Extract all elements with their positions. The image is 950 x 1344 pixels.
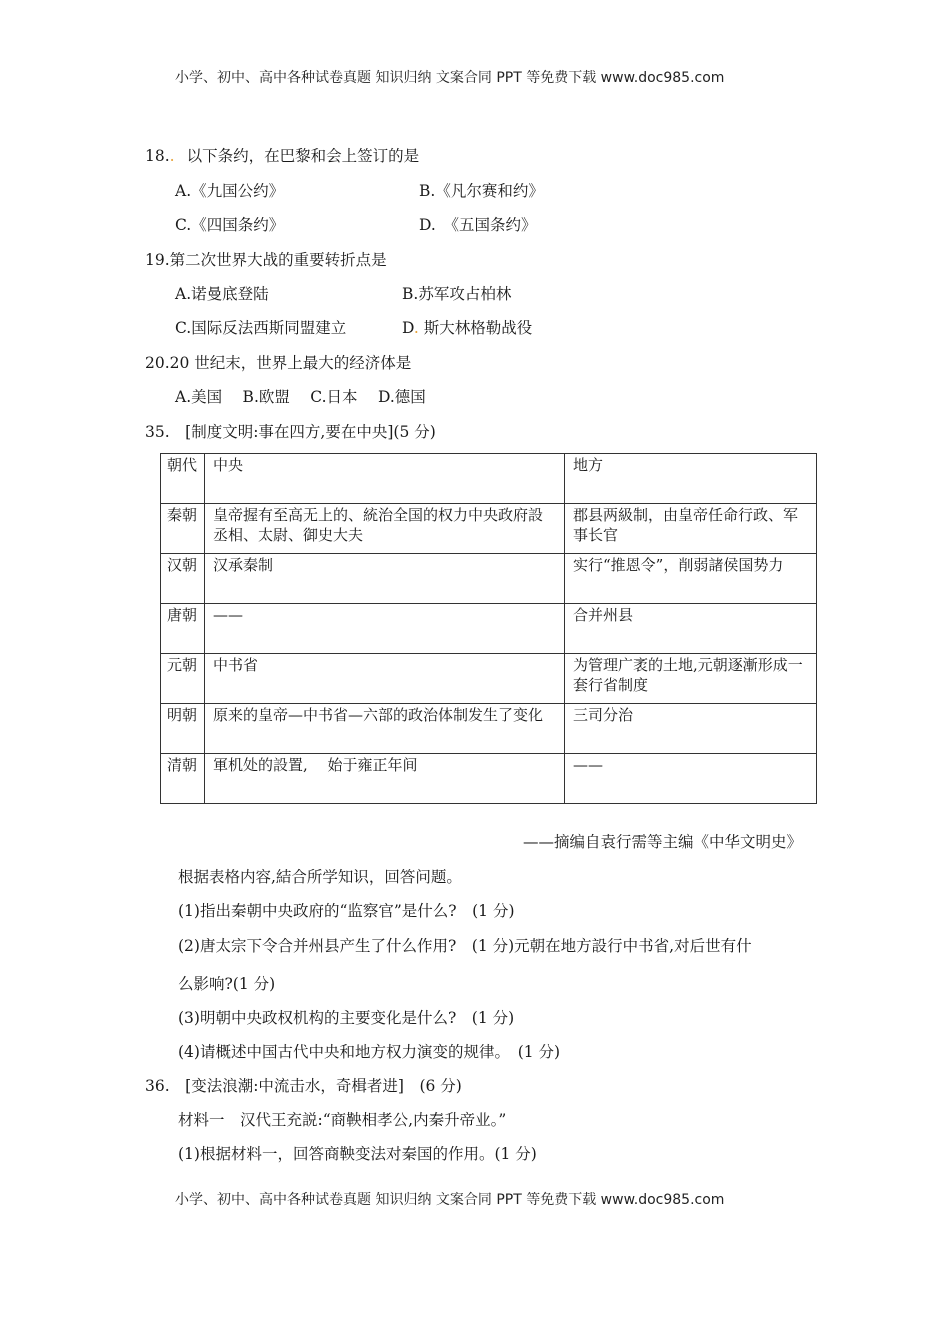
q19-option-a: A.诺曼底登陆 [175,285,269,303]
table-row [161,704,817,754]
dynasty-cell: 秦朝 [161,504,205,554]
table-row [161,604,817,654]
question-19-stem: 19.第二次世界大战的重要转折点是 [145,251,387,269]
q18-option-b: B.《凡尔赛和约》 [419,182,544,200]
institution-table [160,453,817,804]
central-cell: 中书省 [205,654,565,704]
central-cell: 軍机处的設置, 始于雍正年间 [205,754,565,804]
q35-intro: 根据表格内容,結合所学知识，回答问题。 [178,868,462,886]
local-cell: 郡县两級制，由皇帝任命行政、军事长官 [565,504,817,554]
dynasty-cell: 元朝 [161,654,205,704]
local-cell: —— [565,754,817,804]
q35-sub3: (3)明朝中央政权机构的主要变化是什么? (1 分) [178,1009,515,1027]
dynasty-cell: 明朝 [161,704,205,754]
q18-option-c: C.《四国条约》 [175,216,285,234]
q18-option-d: D. 《五国条约》 [419,216,537,234]
question-35-title: 35. [制度文明:事在四方,要在中央](5 分) [145,423,436,441]
q19-option-d [402,319,532,338]
central-cell: —— [205,604,565,654]
table-row [161,504,817,554]
q19-option-d-letter: D [402,319,414,337]
highlight-dot: . [413,319,419,337]
q19-option-c: C.国际反法西斯同盟建立 [175,319,347,337]
table-row [161,754,817,804]
q18-option-a: A.《九国公约》 [175,182,285,200]
local-cell: 实行“推恩令”，削弱諸侯国势力 [565,554,817,604]
central-cell: 皇帝握有至高无上的、統治全国的权力中央政府設丞相、太尉、御史大夫 [205,504,565,554]
q19-option-d-text: 斯大林格勒战役 [418,319,533,337]
q35-sub4: (4)请概述中国古代中央和地方权力演变的规律。 (1 分) [178,1043,561,1061]
question-number: 18. [145,147,170,165]
header-dynasty: 朝代 [161,454,205,504]
page-header: 小学、初中、高中各种试卷真题 知识归纳 文案合同 PPT 等免费下载 www.doc985.com [175,70,725,86]
dynasty-cell: 汉朝 [161,554,205,604]
question-20-stem: 20.20 世纪末，世界上最大的经济体是 [145,354,412,372]
page-footer: 小学、初中、高中各种试卷真题 知识归纳 文案合同 PPT 等免费下载 www.doc985.com [175,1192,725,1208]
q35-sub2-line1: (2)唐太宗下令合并州县产生了什么作用? (1 分)元朝在地方設行中书省,对后世有什 [178,937,752,955]
q19-option-b: B.苏军攻占柏林 [402,285,512,303]
question-text: 以下条约，在巴黎和会上签订的是 [186,147,420,165]
central-cell: 原来的皇帝—中书省—六部的政治体制发生了变化 [205,704,565,754]
dynasty-cell: 唐朝 [161,604,205,654]
central-cell: 汉承秦制 [205,554,565,604]
q36-material1: 材料一 汉代王充説:“商鞅相孝公,内秦升帝业。” [178,1111,507,1129]
table-source: ——摘编自袁行需等主编《中华文明史》 [522,833,802,851]
q35-sub1: (1)指出秦朝中央政府的“监察官”是什么? (1 分) [178,902,515,920]
question-18-stem [145,147,419,166]
table-row [161,554,817,604]
highlight-dot: . [169,147,175,165]
table-header-row [161,454,817,504]
table-row [161,654,817,704]
header-central: 中央 [205,454,565,504]
question-36-title: 36. [变法浪潮:中流击水，奇楫者进] (6 分) [145,1077,462,1095]
local-cell: 三司分治 [565,704,817,754]
q20-options: A.美国 B.欧盟 C.日本 D.德国 [175,388,426,406]
local-cell: 合并州县 [565,604,817,654]
local-cell: 为管理广袤的土地,元朝逐漸形成一套行省制度 [565,654,817,704]
q35-sub2-line2: 么影响?(1 分) [178,975,276,993]
q36-sub1: (1)根据材料一，回答商鞅变法对秦国的作用。(1 分) [178,1145,537,1163]
dynasty-cell: 清朝 [161,754,205,804]
header-local: 地方 [565,454,817,504]
